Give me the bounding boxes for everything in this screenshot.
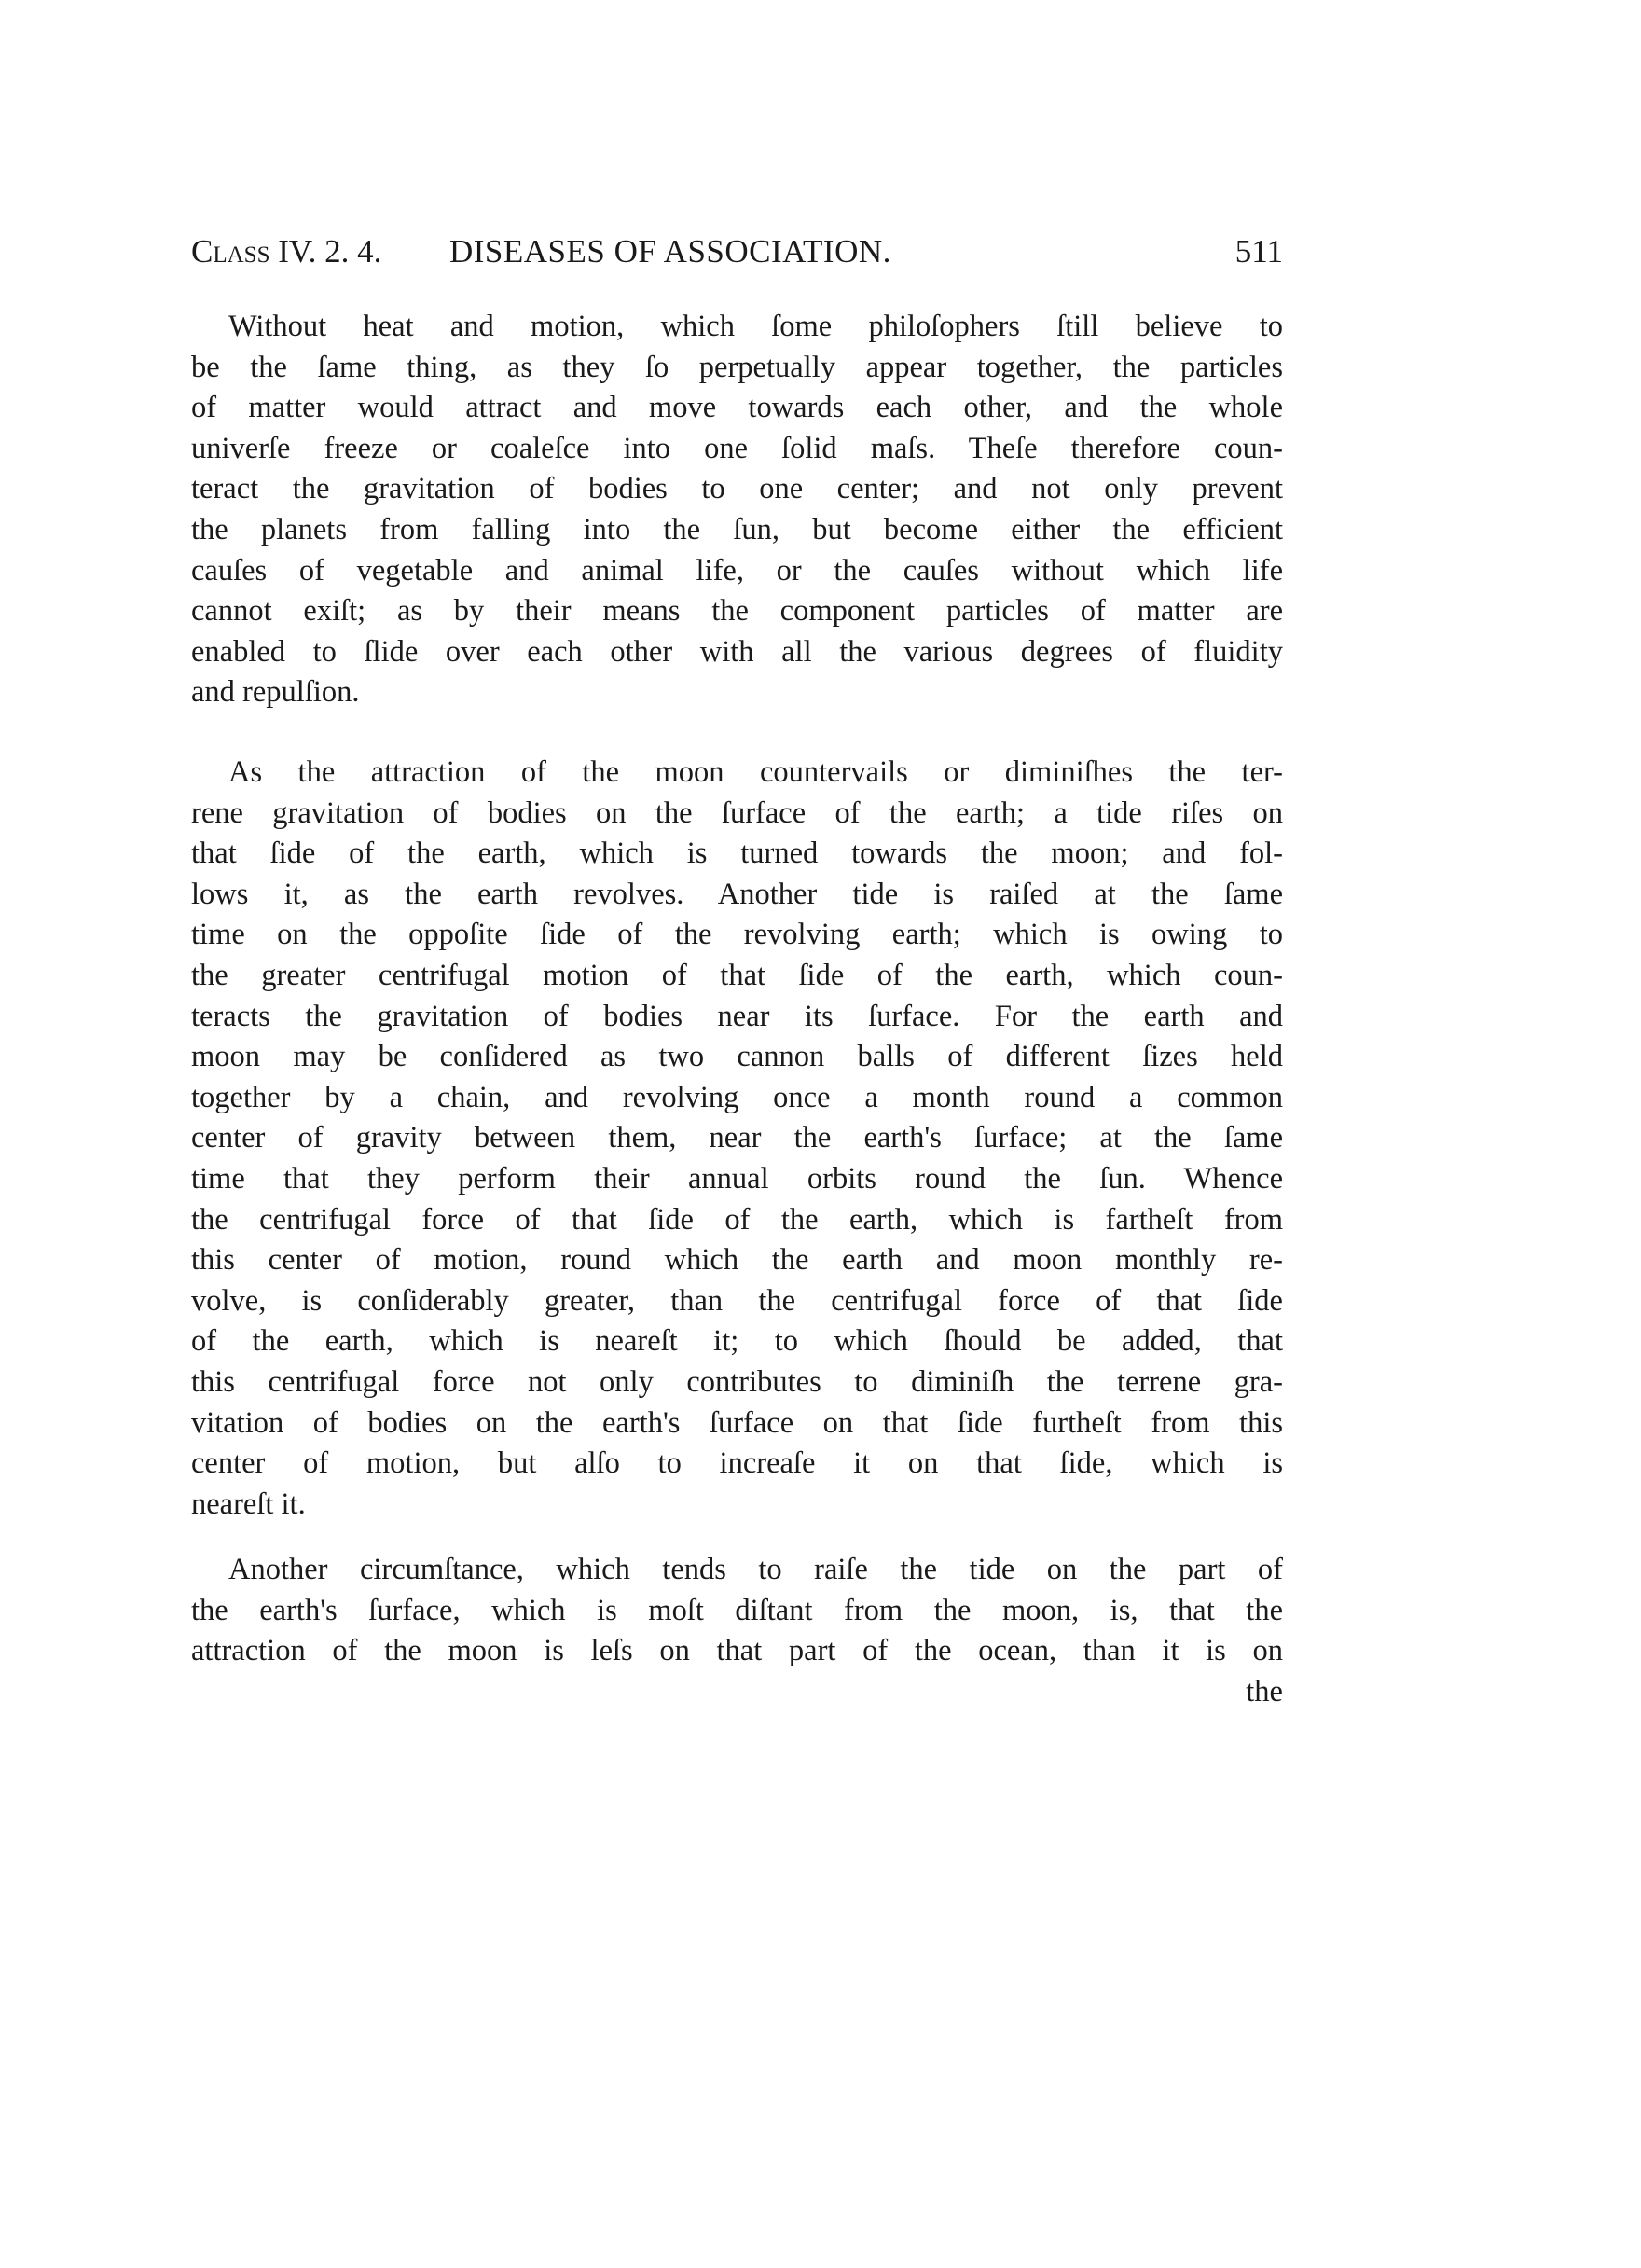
text-line: that ſide of the earth, which is turned towards the moon; and fol-	[191, 837, 1283, 871]
text-line: moon may be conſidered as two cannon balls of different ſizes held	[191, 1040, 1283, 1074]
text-line: of the earth, which is neareſt it; to which ſhould be added, that	[191, 1324, 1283, 1359]
text-line: As the attraction of the moon countervails or diminiſhes the ter-	[228, 755, 1283, 789]
page-header	[191, 233, 1283, 274]
text-line: attraction of the moon is leſs on that part of the ocean, than it is on	[191, 1634, 1283, 1668]
chapter-title: DISEASES OF ASSOCIATION.	[449, 233, 891, 270]
text-line: this center of motion, round which the earth and moon monthly re-	[191, 1243, 1283, 1278]
text-line: lows it, as the earth revolves. Another tide is raiſed at the ſame	[191, 877, 1283, 911]
text-line: rene gravitation of bodies on the ſurface of the earth; a tide riſes on	[191, 795, 1283, 830]
text-line: the planets from falling into the ſun, but become either the efficient	[191, 512, 1283, 546]
text-line: together by a chain, and revolving once a month round a common	[191, 1080, 1283, 1114]
text-line: the greater centrifugal motion of that ſide of the earth, which coun-	[191, 958, 1283, 992]
text-line: of matter would attract and move towards each other, and the whole	[191, 391, 1283, 425]
text-line: this centrifugal force not only contributes to diminiſh the terrene gra-	[191, 1364, 1283, 1399]
paragraph	[191, 1550, 1283, 1672]
text-line: center of gravity between them, near the earth's ſurface; at the ſame	[191, 1121, 1283, 1155]
text-line: cauſes of vegetable and animal life, or the cauſes without which life	[191, 553, 1283, 588]
running-head: Class IV. 2. 4.	[191, 233, 382, 270]
text-line: Without heat and motion, which ſome philoſophers ſtill believe to	[228, 310, 1283, 343]
paragraph	[191, 753, 1283, 1525]
text-line: center of motion, but alſo to increaſe it on that ſide, which is	[191, 1446, 1283, 1481]
text-line: volve, is conſiderably greater, than the centrifugal force of that ſide	[191, 1283, 1283, 1318]
text-line: the centrifugal force of that ſide of the earth, which is fartheſt from	[191, 1202, 1283, 1237]
text-line: time on the oppoſite ſide of the revolving earth; which is owing to	[191, 918, 1283, 952]
text-line: teract the gravitation of bodies to one center; and not only prevent	[191, 472, 1283, 506]
catchword: the	[1246, 1675, 1283, 1708]
text-line: enabled to ſlide over each other with all the various degrees of fluidity	[191, 634, 1283, 669]
paragraph	[191, 307, 1283, 713]
text-line: and repulſion.	[191, 675, 360, 710]
text-line: univerſe freeze or coaleſce into one ſolid maſs. Theſe therefore coun-	[191, 431, 1283, 465]
text-line: the earth's ſurface, which is moſt diſtant from the moon, is, that the	[191, 1593, 1283, 1627]
text-line: teracts the gravitation of bodies near its ſurface. For the earth and	[191, 999, 1283, 1033]
text-line: be the ſame thing, as they ſo perpetually appear together, the particles	[191, 350, 1283, 384]
page-number: 511	[1234, 233, 1283, 270]
text-line: vitation of bodies on the earth's ſurface on that ſide furtheſt from this	[191, 1405, 1283, 1440]
text-line: cannot exiſt; as by their means the component particles of matter are	[191, 594, 1283, 629]
text-line: Another circumſtance, which tends to raiſe the tide on the part of	[228, 1553, 1283, 1586]
text-line: neareſt it.	[191, 1487, 306, 1521]
text-line: time that they perform their annual orbits round the ſun. Whence	[191, 1161, 1283, 1196]
